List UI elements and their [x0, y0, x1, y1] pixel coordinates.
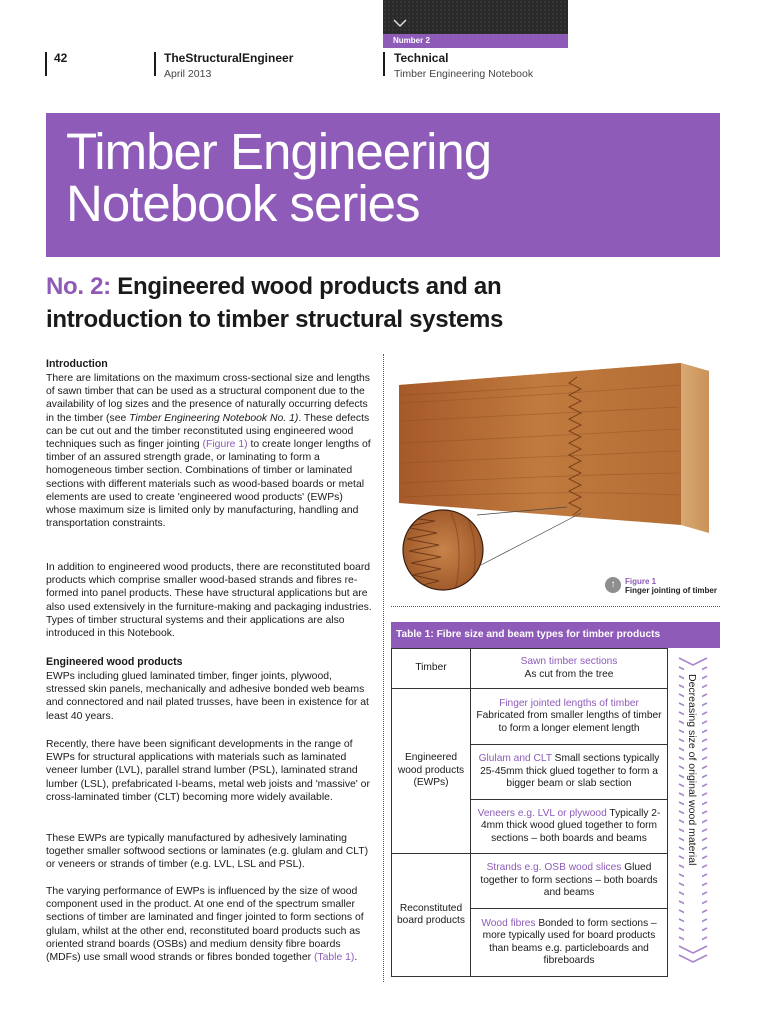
header-divider: [45, 52, 47, 76]
cell-highlight: Finger jointed lengths of timber: [499, 697, 639, 709]
ewp-paragraph: These EWPs are typically manufactured by adhesively laminating together smaller softwood sections or laminates (e.g. glulam and CLT) or veneers or strands of timber (e.g. LVL, LSL and PSL).: [46, 833, 369, 871]
figure-caption: Finger jointing of timber: [625, 586, 717, 595]
page-number: 42: [54, 51, 68, 65]
paragraph-text: The varying performance of EWPs is influenced by the size of wood component used in the product. At one end of the spectrum smaller sections of timber are laminated and finger jointed to form sections of glulam, whilst at the other end, reconstituted board products such as oriented strand boards (OSBs) and medium density fibre boards (MDFs) use small wood strands or fibres bonded together: [46, 886, 364, 964]
section-heading: Engineered wood products: [46, 656, 183, 668]
arrow-label: [683, 672, 703, 942]
table-cell: [470, 744, 668, 800]
table-row-header: Reconstituted board products: [391, 853, 471, 977]
table-cell: [470, 648, 668, 689]
header-divider: [154, 52, 156, 76]
finger-joint-figure: [391, 355, 721, 600]
arrow-up-icon: ↑: [605, 577, 621, 593]
issue-date: April 2013: [164, 68, 212, 80]
cell-text: Bonded to form sections – more typically used for board products than beams e.g. particleboards and fibreboards: [482, 917, 657, 966]
subtitle-line: Engineered wood products and an: [117, 273, 502, 300]
paragraph-text: There are limitations on the maximum cross-sectional size and lengths of sawn timber that can be used as a structural component due to the availability of log sizes and the presence of naturally occurring defects in the timber (see: [46, 373, 370, 424]
table-cell: [470, 853, 668, 909]
cell-highlight: Wood fibres: [481, 917, 536, 929]
figure-divider: [391, 606, 720, 607]
ewp-paragraph: Recently, there have been significant developments in the range of EWPs for structural applications with materials such as laminated veneer lumber (LVL), parallel strand lumber (PSL), laminated strand lumber (LSL), prefabricated I-beams, metal web joists and 'massive' or cross-laminated timber (CLT) becoming more widely available.: [46, 739, 370, 803]
section-subtitle: Timber Engineering Notebook: [394, 68, 534, 80]
article-subtitle: [46, 270, 726, 336]
banner-title: [66, 123, 706, 232]
table-cell: [470, 799, 668, 854]
reference-italic: Timber Engineering Notebook No. 1): [129, 412, 299, 424]
cell-highlight: Veneers e.g. LVL or plywood: [477, 807, 607, 819]
intro-paragraph: In addition to engineered wood products, there are reconstituted board products which comprise smaller wood-based strands and fibres re-formed into panel products. These have structural applications but are also used extensively in the furniture-making and packaging industries. Types of timber structural systems and their applications are also introduced in this Notebook.: [46, 562, 372, 640]
banner-title-line: Notebook series: [66, 175, 420, 232]
table-link[interactable]: (Table 1): [313, 952, 355, 964]
table-cell: [470, 908, 668, 977]
table-cell: [470, 688, 668, 745]
cell-text: Glued together to form sections – both boards and beams: [480, 862, 658, 899]
ewp-paragraph: [46, 885, 374, 964]
subtitle-line: introduction to timber structural systems: [46, 306, 504, 333]
table-title: Table 1: Fibre size and beam types for timber products: [391, 622, 720, 648]
paragraph-text: to create longer lengths of timber of an assured strength grade, or laminating to form a homogeneous timber section. Combinations of timber or laminated sections with different materials such as wood-based boards or metal elements are used to create 'engineered wood products' (EWPs) whose maximum size is limited only by manufacturing, handling and transportation constraints.: [46, 439, 371, 530]
arrow-label-text: Decreasing size of original wood material: [686, 674, 698, 866]
chevron-down-icon: [393, 18, 407, 28]
section-heading: Introduction: [46, 358, 108, 370]
cell-highlight: Glulam and CLT: [478, 753, 552, 765]
callout-leader: [481, 513, 581, 565]
banner-title-line: Timber Engineering: [66, 123, 492, 180]
table-row-header: Timber: [391, 648, 471, 689]
cell-text: Typically 2-4mm thick wood glued together to form sections – both boards and beams: [480, 807, 661, 844]
cell-text: Fabricated from smaller lengths of timber to form a longer element length: [476, 710, 662, 734]
table-row-header: Engineered wood products (EWPs): [391, 688, 471, 854]
magazine-name: TheStructuralEngineer: [164, 51, 294, 65]
chevron-down-icon: [679, 658, 707, 665]
figure-link[interactable]: (Figure 1): [202, 439, 248, 451]
column-divider: [383, 354, 384, 982]
cell-highlight: Strands e.g. OSB wood slices: [486, 862, 622, 874]
intro-paragraph: [46, 372, 374, 530]
ewp-paragraph: EWPs including glued laminated timber, finger joints, plywood, stressed skin panels, mechanically and adhesive bonded web beams and connectored and nail plated trusses, have been in existence for at least 40 years.: [46, 671, 369, 722]
article-number: No. 2:: [46, 273, 111, 300]
timber-end-face: [681, 363, 709, 533]
section-name: Technical: [394, 51, 449, 65]
cell-text: Small sections typically 25-45mm thick glued together to form a bigger beam or slab section: [480, 753, 660, 790]
paragraph-text: . These defects can be cut out and the timber reconstituted using engineered wood techniques such as finger jointing: [46, 412, 370, 451]
header-tab-pattern: [383, 0, 568, 34]
chevron-down-icon: [679, 955, 707, 962]
cell-highlight: Sawn timber sections: [520, 656, 618, 667]
figure-number: Figure 1: [625, 577, 657, 586]
paragraph-text: .: [354, 952, 358, 964]
cell-text: As cut from the tree: [524, 668, 614, 680]
issue-number-tab: Number 2: [383, 34, 568, 48]
header-divider: [383, 52, 385, 76]
